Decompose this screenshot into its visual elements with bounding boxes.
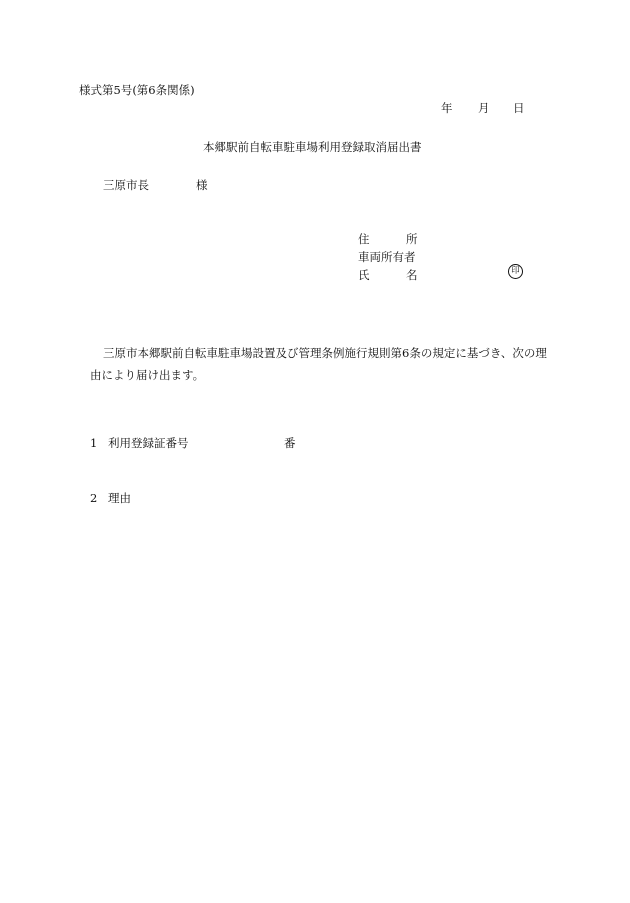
vehicle-owner-label: 車両所有者: [358, 250, 416, 264]
document-title: 本郷駅前自転車駐車場利用登録取消届出書: [203, 140, 422, 154]
date-day-label: 日: [513, 101, 525, 115]
item-2-number: 2: [90, 491, 98, 505]
seal-mark-icon: 印: [508, 264, 523, 279]
body-paragraph: 三原市本郷駅前自転車駐車場設置及び管理条例施行規則第6条の規定に基づき、次の理由により届け出ます。: [90, 346, 547, 382]
address-label-char-1: 住: [358, 232, 370, 246]
date-year-label: 年: [441, 101, 453, 115]
item-2-label: 理由: [108, 491, 131, 505]
address-label-char-2: 所: [406, 232, 418, 246]
name-label-char-2: 名: [406, 268, 418, 282]
item-1-label: 利用登録証番号: [108, 436, 189, 450]
item-1-number: 1: [90, 436, 98, 450]
item-1-suffix: 番: [284, 436, 296, 450]
addressee-name: 三原市長: [103, 178, 149, 192]
date-month-label: 月: [478, 101, 490, 115]
name-label-char-1: 氏: [358, 268, 370, 282]
addressee-honorific: 様: [196, 178, 208, 192]
form-number: 様式第5号(第6条関係): [79, 83, 195, 97]
